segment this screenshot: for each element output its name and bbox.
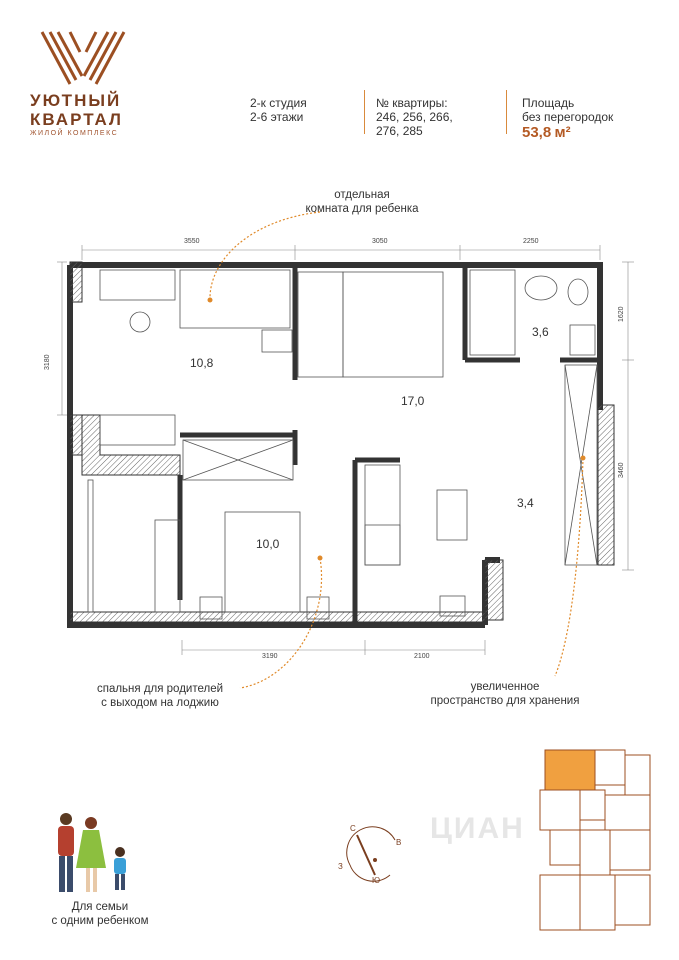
- area-unit: м²: [554, 124, 571, 141]
- room-area-bedroom: 10,0: [256, 537, 280, 551]
- callout-dots: [208, 298, 586, 561]
- apt-numbers-2: 276, 285: [376, 124, 423, 138]
- dim-right-top: 1620: [618, 306, 625, 322]
- callout-parents-1: спальня для родителей: [96, 683, 224, 695]
- family-line1: Для семьи: [71, 901, 129, 913]
- room-area-living: 17,0: [401, 394, 425, 408]
- callout-kids-2: комната для ребенка: [305, 203, 419, 215]
- hatched-walls: [70, 262, 614, 622]
- room-area-storage: 3,4: [517, 496, 534, 510]
- family-illustration: [48, 812, 138, 897]
- brand-name-line2: КВАРТАЛ: [30, 110, 123, 129]
- dim-top-mid: 3050: [372, 238, 388, 245]
- area-value: 53,8: [522, 124, 552, 141]
- callout-parents-2: с выходом на лоджию: [101, 697, 219, 709]
- dim-left: 3180: [44, 354, 51, 370]
- furniture: [88, 270, 597, 619]
- compass-west: З: [338, 862, 343, 871]
- area-label-2: без перегородок: [522, 110, 614, 124]
- brand-tagline: ЖИЛОЙ КОМПЛЕКС: [30, 130, 119, 137]
- family-caption: [40, 900, 160, 928]
- callout-storage-1: увеличенное: [470, 681, 540, 693]
- dim-right-bottom: 3460: [618, 462, 625, 478]
- compass-east: В: [396, 838, 402, 847]
- compass-south: Ю: [372, 876, 381, 885]
- building-key-plan: [530, 745, 660, 940]
- dim-top-right: 2250: [523, 238, 539, 245]
- apt-numbers-1: 246, 256, 266,: [376, 110, 453, 124]
- dim-bottom-right: 2100: [414, 653, 430, 660]
- room-area-bathroom: 3,6: [532, 325, 549, 339]
- type-line: 2-к студия: [250, 96, 307, 110]
- callout-kids-1: отдельная: [334, 189, 390, 201]
- dim-bottom-left: 3190: [262, 653, 278, 660]
- interior-walls: [180, 265, 600, 625]
- compass-north: С: [350, 824, 356, 833]
- room-area-children: 10,8: [190, 356, 214, 370]
- floors-line: 2-6 этажи: [250, 110, 304, 124]
- apt-label: № квартиры:: [376, 96, 448, 110]
- callout-storage-2: пространство для хранения: [430, 695, 580, 707]
- watermark: ЦИАН: [430, 812, 525, 845]
- dim-top-left: 3550: [184, 238, 200, 245]
- dimension-lines: [57, 245, 634, 655]
- family-line2: с одним ребенком: [51, 915, 149, 927]
- brand-name-line1: УЮТНЫЙ: [30, 91, 122, 110]
- area-label-1: Площадь: [522, 96, 575, 110]
